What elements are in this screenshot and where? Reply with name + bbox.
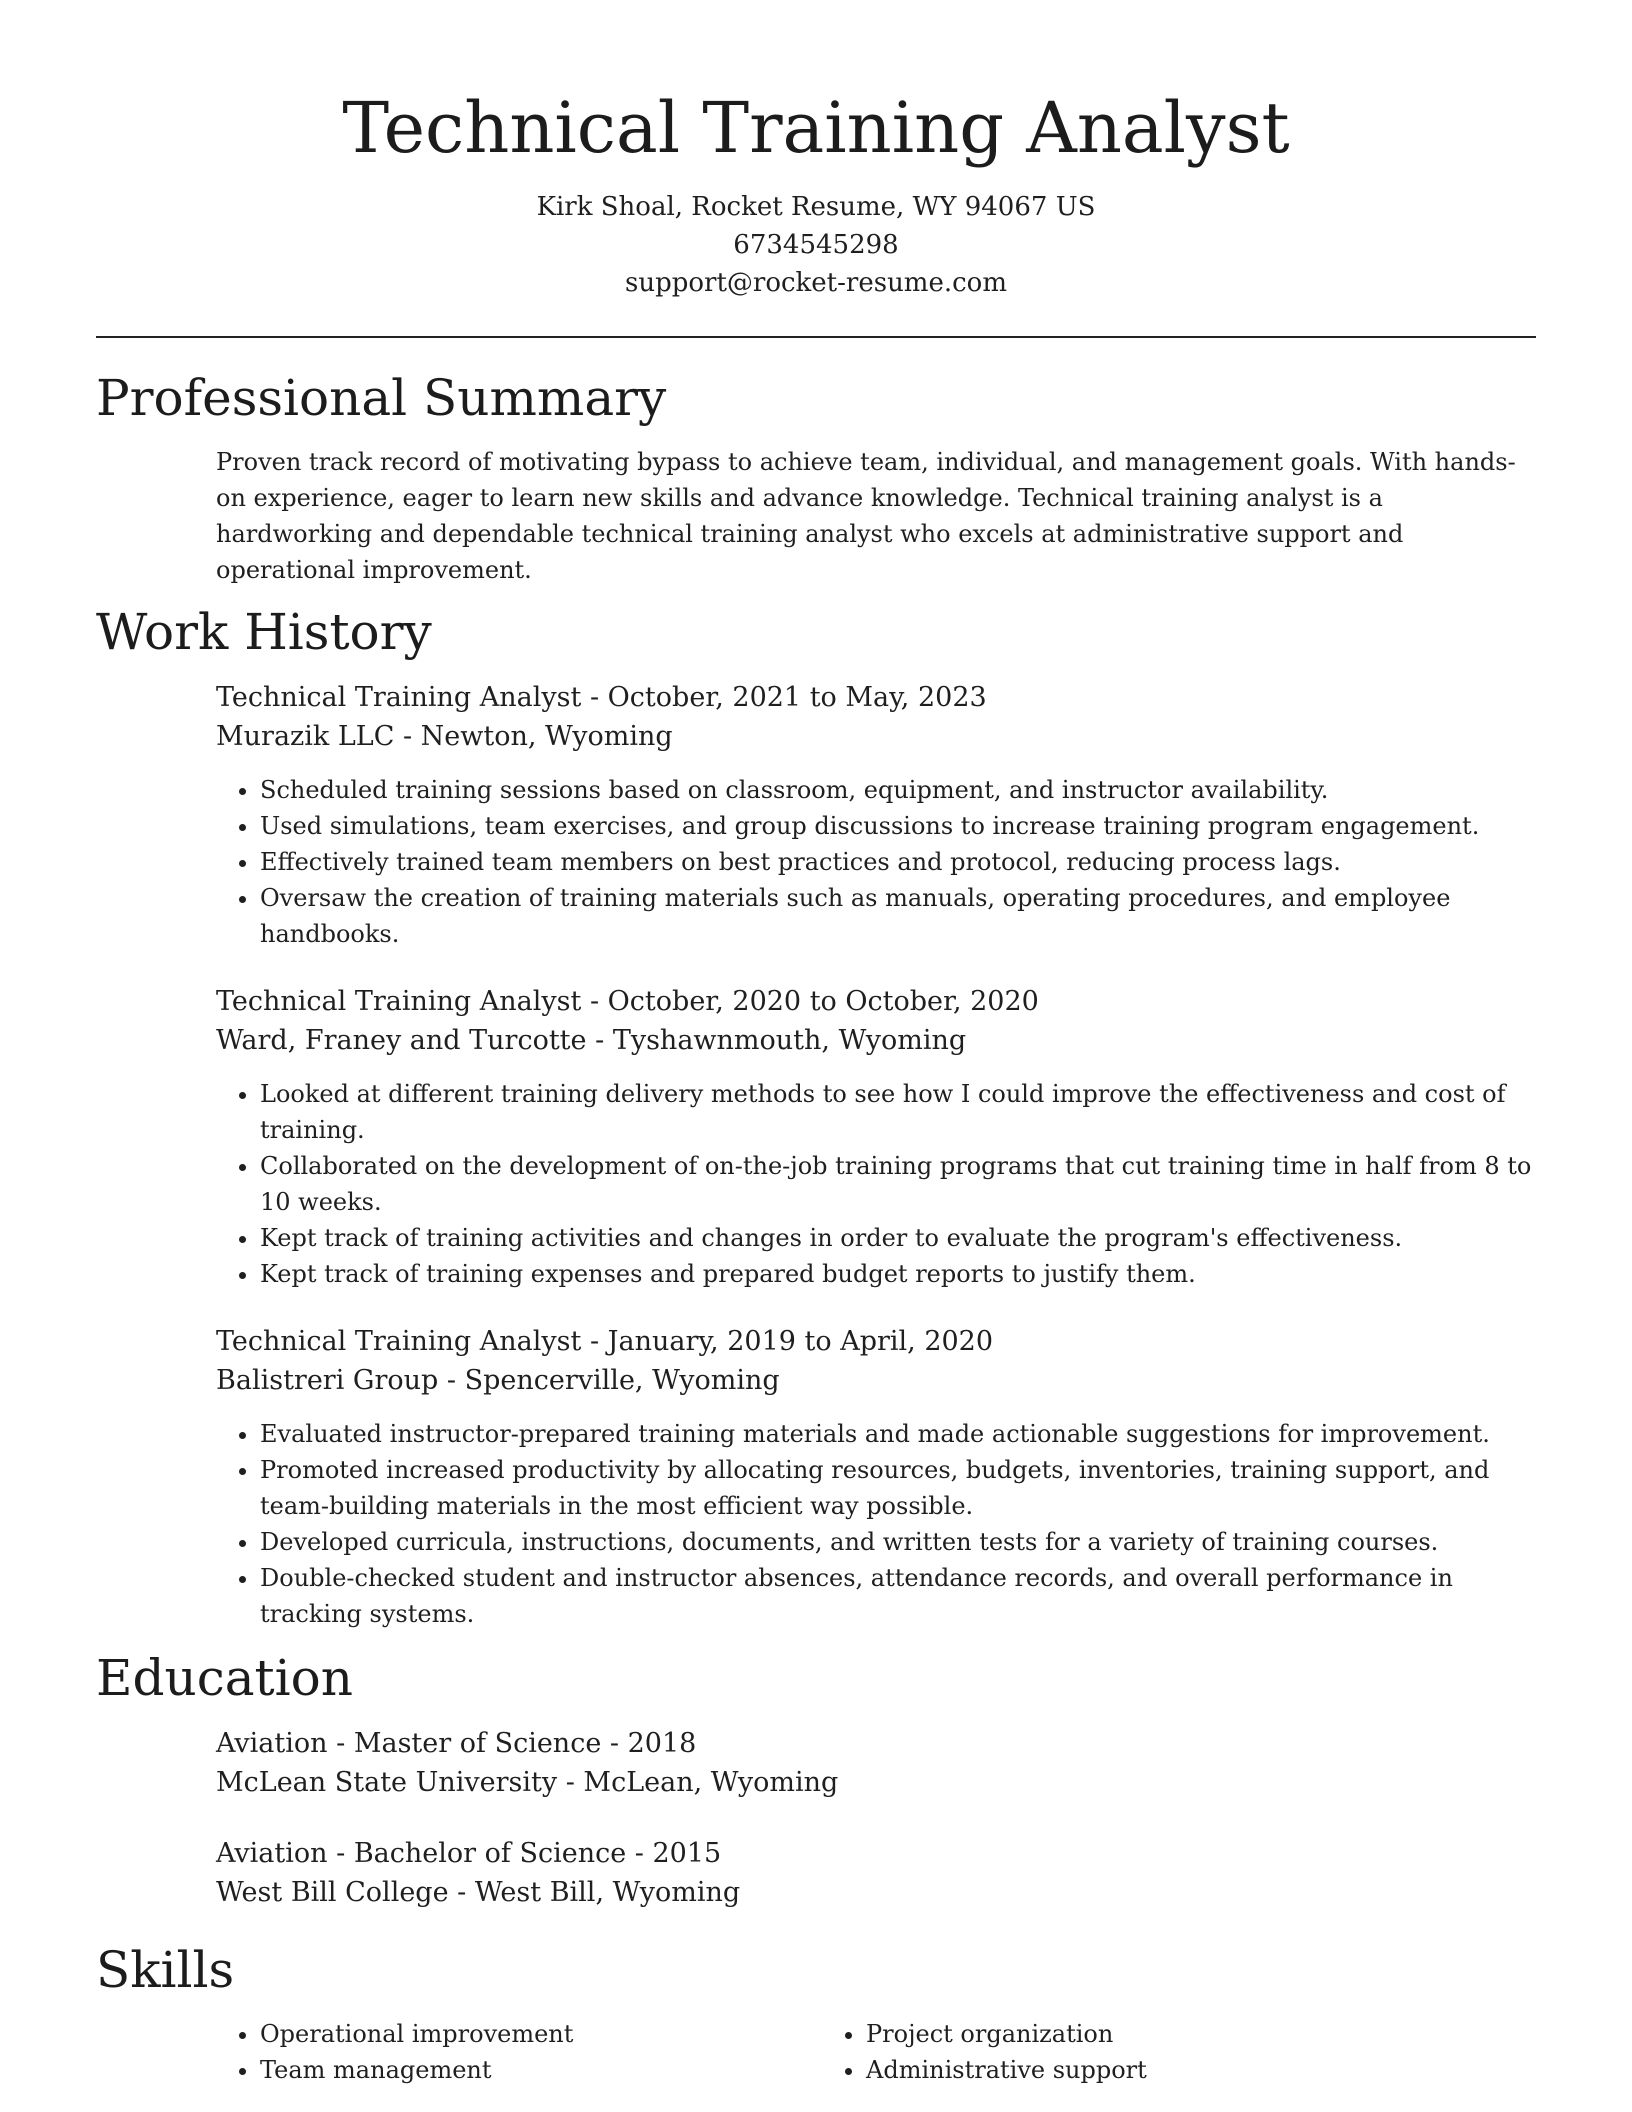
header-divider: [96, 336, 1536, 338]
work-heading: Work History: [96, 603, 432, 661]
job-entry: [216, 678, 1536, 952]
job-dates: October, 2021 to May, 2023: [607, 682, 987, 713]
skill-item: • Operational improvement: [260, 2016, 822, 2052]
education-school: McLean State University: [216, 1767, 558, 1798]
summary-section: [96, 366, 1536, 588]
education-year: 2015: [652, 1838, 722, 1869]
education-field: Aviation: [216, 1838, 328, 1869]
work-section: [96, 600, 1536, 1632]
job-bullet: • Scheduled training sessions based on classroom, equipment, and instructor availability.: [260, 772, 1536, 808]
job-bullets: [216, 772, 1536, 952]
job-bullets: [216, 1416, 1536, 1632]
job-bullet: • Promoted increased productivity by allocating resources, budgets, inventories, training support, and team-building materials in the most efficient way possible.: [260, 1452, 1536, 1524]
job-bullet: • Kept track of training activities and changes in order to evaluate the program's effectiveness.: [260, 1220, 1536, 1256]
resume-page: [96, 0, 1536, 2088]
job-bullets: [216, 1076, 1536, 1292]
job-company: Murazik LLC: [216, 721, 395, 752]
job-company-line: Murazik LLC - Newton, Wyoming: [216, 721, 673, 752]
contact-block: [96, 188, 1536, 302]
job-company: Balistreri Group: [216, 1365, 439, 1396]
education-heading: Education: [96, 1649, 353, 1707]
education-school-line: McLean State University - McLean, Wyoming: [216, 1767, 839, 1798]
job-bullet: • Oversaw the creation of training materials such as manuals, operating procedures, and employee handbooks.: [260, 880, 1536, 952]
job-role: Technical Training Analyst: [216, 1326, 582, 1357]
job-role: Technical Training Analyst: [216, 682, 582, 713]
education-school: West Bill College: [216, 1877, 449, 1908]
education-location: West Bill, Wyoming: [474, 1877, 741, 1908]
education-school-line: West Bill College - West Bill, Wyoming: [216, 1877, 741, 1908]
job-entry: [216, 982, 1536, 1292]
education-field: Aviation: [216, 1728, 328, 1759]
job-bullet: • Kept track of training expenses and prepared budget reports to justify them.: [260, 1256, 1536, 1292]
contact-email: support@rocket-resume.com: [624, 268, 1007, 298]
job-dates: October, 2020 to October, 2020: [607, 986, 1039, 1017]
resume-header: [96, 0, 1536, 302]
education-location: McLean, Wyoming: [583, 1767, 839, 1798]
contact-address: Kirk Shoal, Rocket Resume, WY 94067 US: [536, 192, 1096, 222]
job-title-line: Technical Training Analyst - October, 2020 to October, 2020: [216, 986, 1039, 1017]
job-bullet: • Developed curricula, instructions, documents, and written tests for a variety of training courses.: [260, 1524, 1536, 1560]
job-role: Technical Training Analyst: [216, 986, 582, 1017]
job-entry: [216, 1322, 1536, 1632]
skills-list-right: [822, 2016, 1428, 2088]
job-dates: January, 2019 to April, 2020: [607, 1326, 994, 1357]
skill-item: • Administrative support: [866, 2052, 1428, 2088]
job-location: Newton, Wyoming: [420, 721, 673, 752]
job-location: Spencerville, Wyoming: [464, 1365, 780, 1396]
resume-title: Technical Training Analyst: [342, 87, 1290, 169]
job-bullet: • Effectively trained team members on best practices and protocol, reducing process lags.: [260, 844, 1536, 880]
skills-heading: Skills: [96, 1941, 235, 1999]
job-title-line: Technical Training Analyst - January, 2019 to April, 2020: [216, 1326, 994, 1357]
job-bullet: • Evaluated instructor-prepared training materials and made actionable suggestions for improvement.: [260, 1416, 1536, 1452]
job-bullet: • Looked at different training delivery methods to see how I could improve the effectiveness and cost of training.: [260, 1076, 1536, 1148]
skill-item: • Project organization: [866, 2016, 1428, 2052]
education-year: 2018: [627, 1728, 697, 1759]
summary-text: Proven track record of motivating bypass to achieve team, individual, and management goals. With hands-on experience, eager to learn new skills and advance knowledge. Technical training analyst is a hardworking and dependable technical training analyst who excels at administrative support and operational improvement.: [216, 448, 1516, 584]
skills-section: [96, 1938, 1536, 2088]
summary-heading: Professional Summary: [96, 369, 667, 427]
job-company-line: Ward, Franey and Turcotte - Tyshawnmouth, Wyoming: [216, 1025, 967, 1056]
education-entry: [216, 1834, 1536, 1912]
contact-phone: 6734545298: [733, 230, 899, 260]
job-company: Ward, Franey and Turcotte: [216, 1025, 587, 1056]
job-location: Tyshawnmouth, Wyoming: [612, 1025, 967, 1056]
education-degree-line: Aviation - Bachelor of Science - 2015: [216, 1838, 722, 1869]
education-section: [96, 1646, 1536, 1912]
skills-list-left: [216, 2016, 822, 2088]
education-degree: Bachelor of Science: [353, 1838, 627, 1869]
skills-columns: [216, 2016, 1536, 2088]
job-bullet: • Used simulations, team exercises, and group discussions to increase training program engagement.: [260, 808, 1536, 844]
education-degree-line: Aviation - Master of Science - 2018: [216, 1728, 697, 1759]
education-entry: [216, 1724, 1536, 1802]
job-bullet: • Collaborated on the development of on-the-job training programs that cut training time in half from 8 to 10 weeks.: [260, 1148, 1536, 1220]
job-title-line: Technical Training Analyst - October, 2021 to May, 2023: [216, 682, 987, 713]
education-degree: Master of Science: [353, 1728, 602, 1759]
job-bullet: • Double-checked student and instructor absences, attendance records, and overall performance in tracking systems.: [260, 1560, 1536, 1632]
skill-item: • Team management: [260, 2052, 822, 2088]
job-company-line: Balistreri Group - Spencerville, Wyoming: [216, 1365, 780, 1396]
